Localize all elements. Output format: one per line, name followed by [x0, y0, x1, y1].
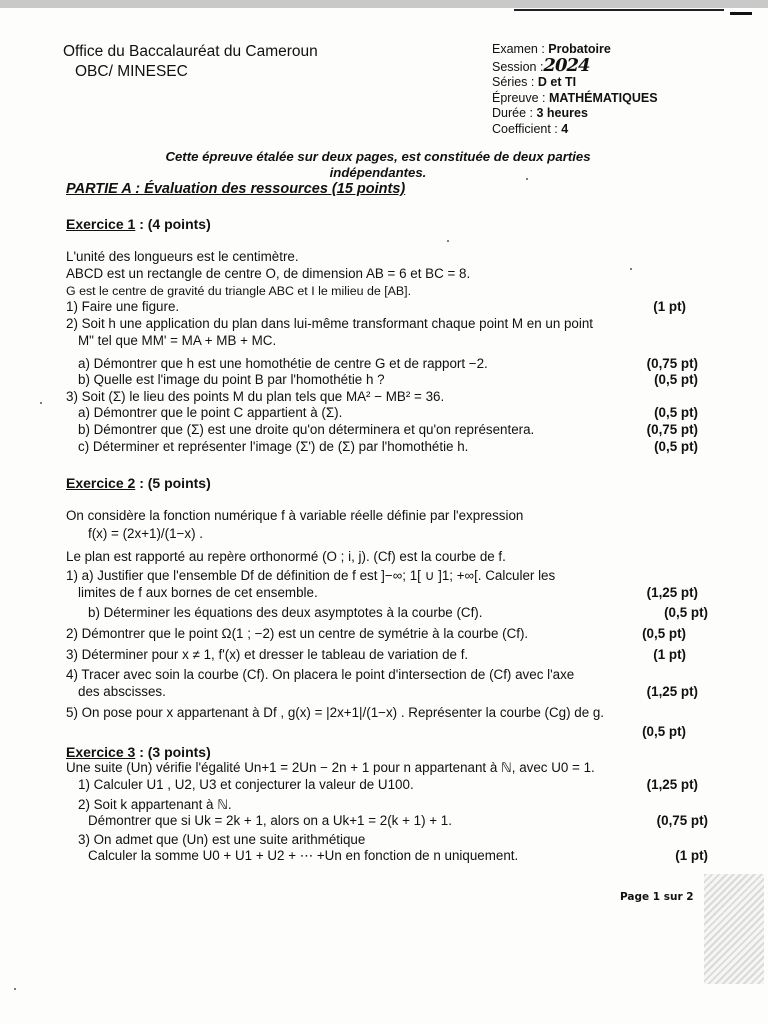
ex2-q2: 2) Démontrer que le point Ω(1 ; −2) est un centre de symétrie à la courbe (Cf). (0,5 pt) — [66, 626, 686, 641]
ex3-q1: 1) Calculer U1 , U2, U3 et conjecturer la valeur de U100. (1,25 pt) — [78, 777, 698, 792]
ex3-line: Une suite (Un) vérifie l'égalité Un+1 = 2Un − 2n + 1 pour n appartenant à ℕ, avec U0 = 1. — [66, 760, 595, 775]
ex3-q2-cont: Démontrer que si Uk = 2k + 1, alors on a Uk+1 = 2(k + 1) + 1. (0,75 pt) — [88, 813, 708, 828]
ex3-title: Exercice 3 : (3 points) — [66, 744, 211, 760]
ex3-q3: 3) On admet que (Un) est une suite arithmétique — [78, 832, 366, 847]
ex2-q4-cont: des abscisses. (1,25 pt) — [78, 684, 698, 699]
ex1-q2b: b) Quelle est l'image du point B par l'homothétie h ? (0,5 pt) — [78, 372, 698, 387]
ex1-line: ABCD est un rectangle de centre O, de dimension AB = 6 et BC = 8. — [66, 266, 471, 281]
header-exam-info — [492, 42, 658, 137]
ex1-q2: 2) Soit h une application du plan dans lui-même transformant chaque point M en un point — [66, 316, 594, 331]
ex1-line: L'unité des longueurs est le centimètre. — [66, 249, 299, 264]
ex2-q4: 4) Tracer avec soin la courbe (Cf). On placera le point d'intersection de (Cf) avec l'axe — [66, 667, 575, 682]
scan-mark — [730, 12, 752, 15]
ex1-q3c: c) Déterminer et représenter l'image (Σ') de (Σ) par l'homothétie h. (0,5 pt) — [78, 439, 698, 454]
scan-mark — [514, 9, 724, 11]
duree-row: Durée : 3 heures — [492, 106, 588, 120]
intro-text: Cette épreuve étalée sur deux pages, est constituée de deux parties indépendantes. — [165, 149, 591, 180]
ex1-title: Exercice 1 : (4 points) — [66, 216, 211, 232]
ex2-q1a: 1) a) Justifier que l'ensemble Df de définition de f est ]−∞; 1[ ∪ ]1; +∞[. Calculer les — [66, 568, 556, 583]
ex2-function-def: f(x) = (2x+1)/(1−x) . — [88, 526, 203, 541]
session-row: Session :2024 — [492, 54, 590, 76]
ex1-q3b: b) Démontrer que (Σ) est une droite qu'on déterminera et qu'on représentera. (0,75 pt) — [78, 422, 698, 437]
ex1-q2-def: M" tel que MM' = MA + MB + MC. — [78, 333, 277, 348]
ex2-q1b: b) Déterminer les équations des deux asymptotes à la courbe (Cf). (0,5 pt) — [88, 605, 708, 620]
ex1-q1: 1) Faire une figure. (1 pt) — [66, 299, 686, 314]
ex1-line: G est le centre de gravité du triangle ABC et I le milieu de [AB]. — [66, 284, 412, 298]
series-row: Séries : D et TI — [492, 75, 577, 89]
ex2-title: Exercice 2 : (5 points) — [66, 475, 211, 491]
ex2-q5: 5) On pose pour x appartenant à Df , g(x) = |2x+1|/(1−x) . Représenter la courbe (Cg) de g. — [66, 705, 605, 720]
page-number: Page 1 sur 2 — [620, 891, 694, 903]
ex3-q2: 2) Soit k appartenant à ℕ. — [78, 797, 232, 812]
scan-speck — [40, 402, 42, 404]
ex2-q3: 3) Déterminer pour x ≠ 1, f'(x) et dresser le tableau de variation de f. (1 pt) — [66, 647, 686, 662]
ex1-q3a: a) Démontrer que le point C appartient à (Σ). (0,5 pt) — [78, 405, 698, 420]
header-institution — [63, 42, 318, 82]
ex1-q3: 3) Soit (Σ) le lieu des points M du plan tels que MA² − MB² = 36. — [66, 389, 445, 404]
epreuve-row: Épreuve : MATHÉMATIQUES — [492, 90, 658, 105]
scan-speck — [447, 240, 449, 242]
partie-a-title: PARTIE A : Évaluation des ressources (15 points) — [66, 181, 406, 197]
exam-row: Examen : Probatoire — [492, 42, 611, 56]
ex3-q3-cont: Calculer la somme U0 + U1 + U2 + ⋯ +Un en fonction de n uniquement. (1 pt) — [88, 848, 708, 863]
scan-speck — [14, 988, 16, 990]
ex2-line: On considère la fonction numérique f à variable réelle définie par l'expression — [66, 508, 524, 523]
coef-row: Coefficient : 4 — [492, 121, 569, 136]
scan-speck — [526, 178, 528, 180]
scan-corner-smudge — [704, 874, 764, 984]
office-name: Office du Baccalauréat du Cameroun — [63, 43, 318, 60]
ex2-line: Le plan est rapporté au repère orthonormé (O ; i, j). (Cf) est la courbe de f. — [66, 549, 506, 564]
session-handwritten: 2024 — [543, 54, 590, 76]
scan-speck — [630, 268, 632, 270]
office-sub: OBC/ MINESEC — [75, 63, 188, 80]
ex2-q1a-cont: limites de f aux bornes de cet ensemble. (1,25 pt) — [78, 585, 698, 600]
ex1-q2a: a) Démontrer que h est une homothétie de centre G et de rapport −2. (0,75 pt) — [78, 356, 698, 371]
scan-top-edge — [0, 0, 768, 8]
